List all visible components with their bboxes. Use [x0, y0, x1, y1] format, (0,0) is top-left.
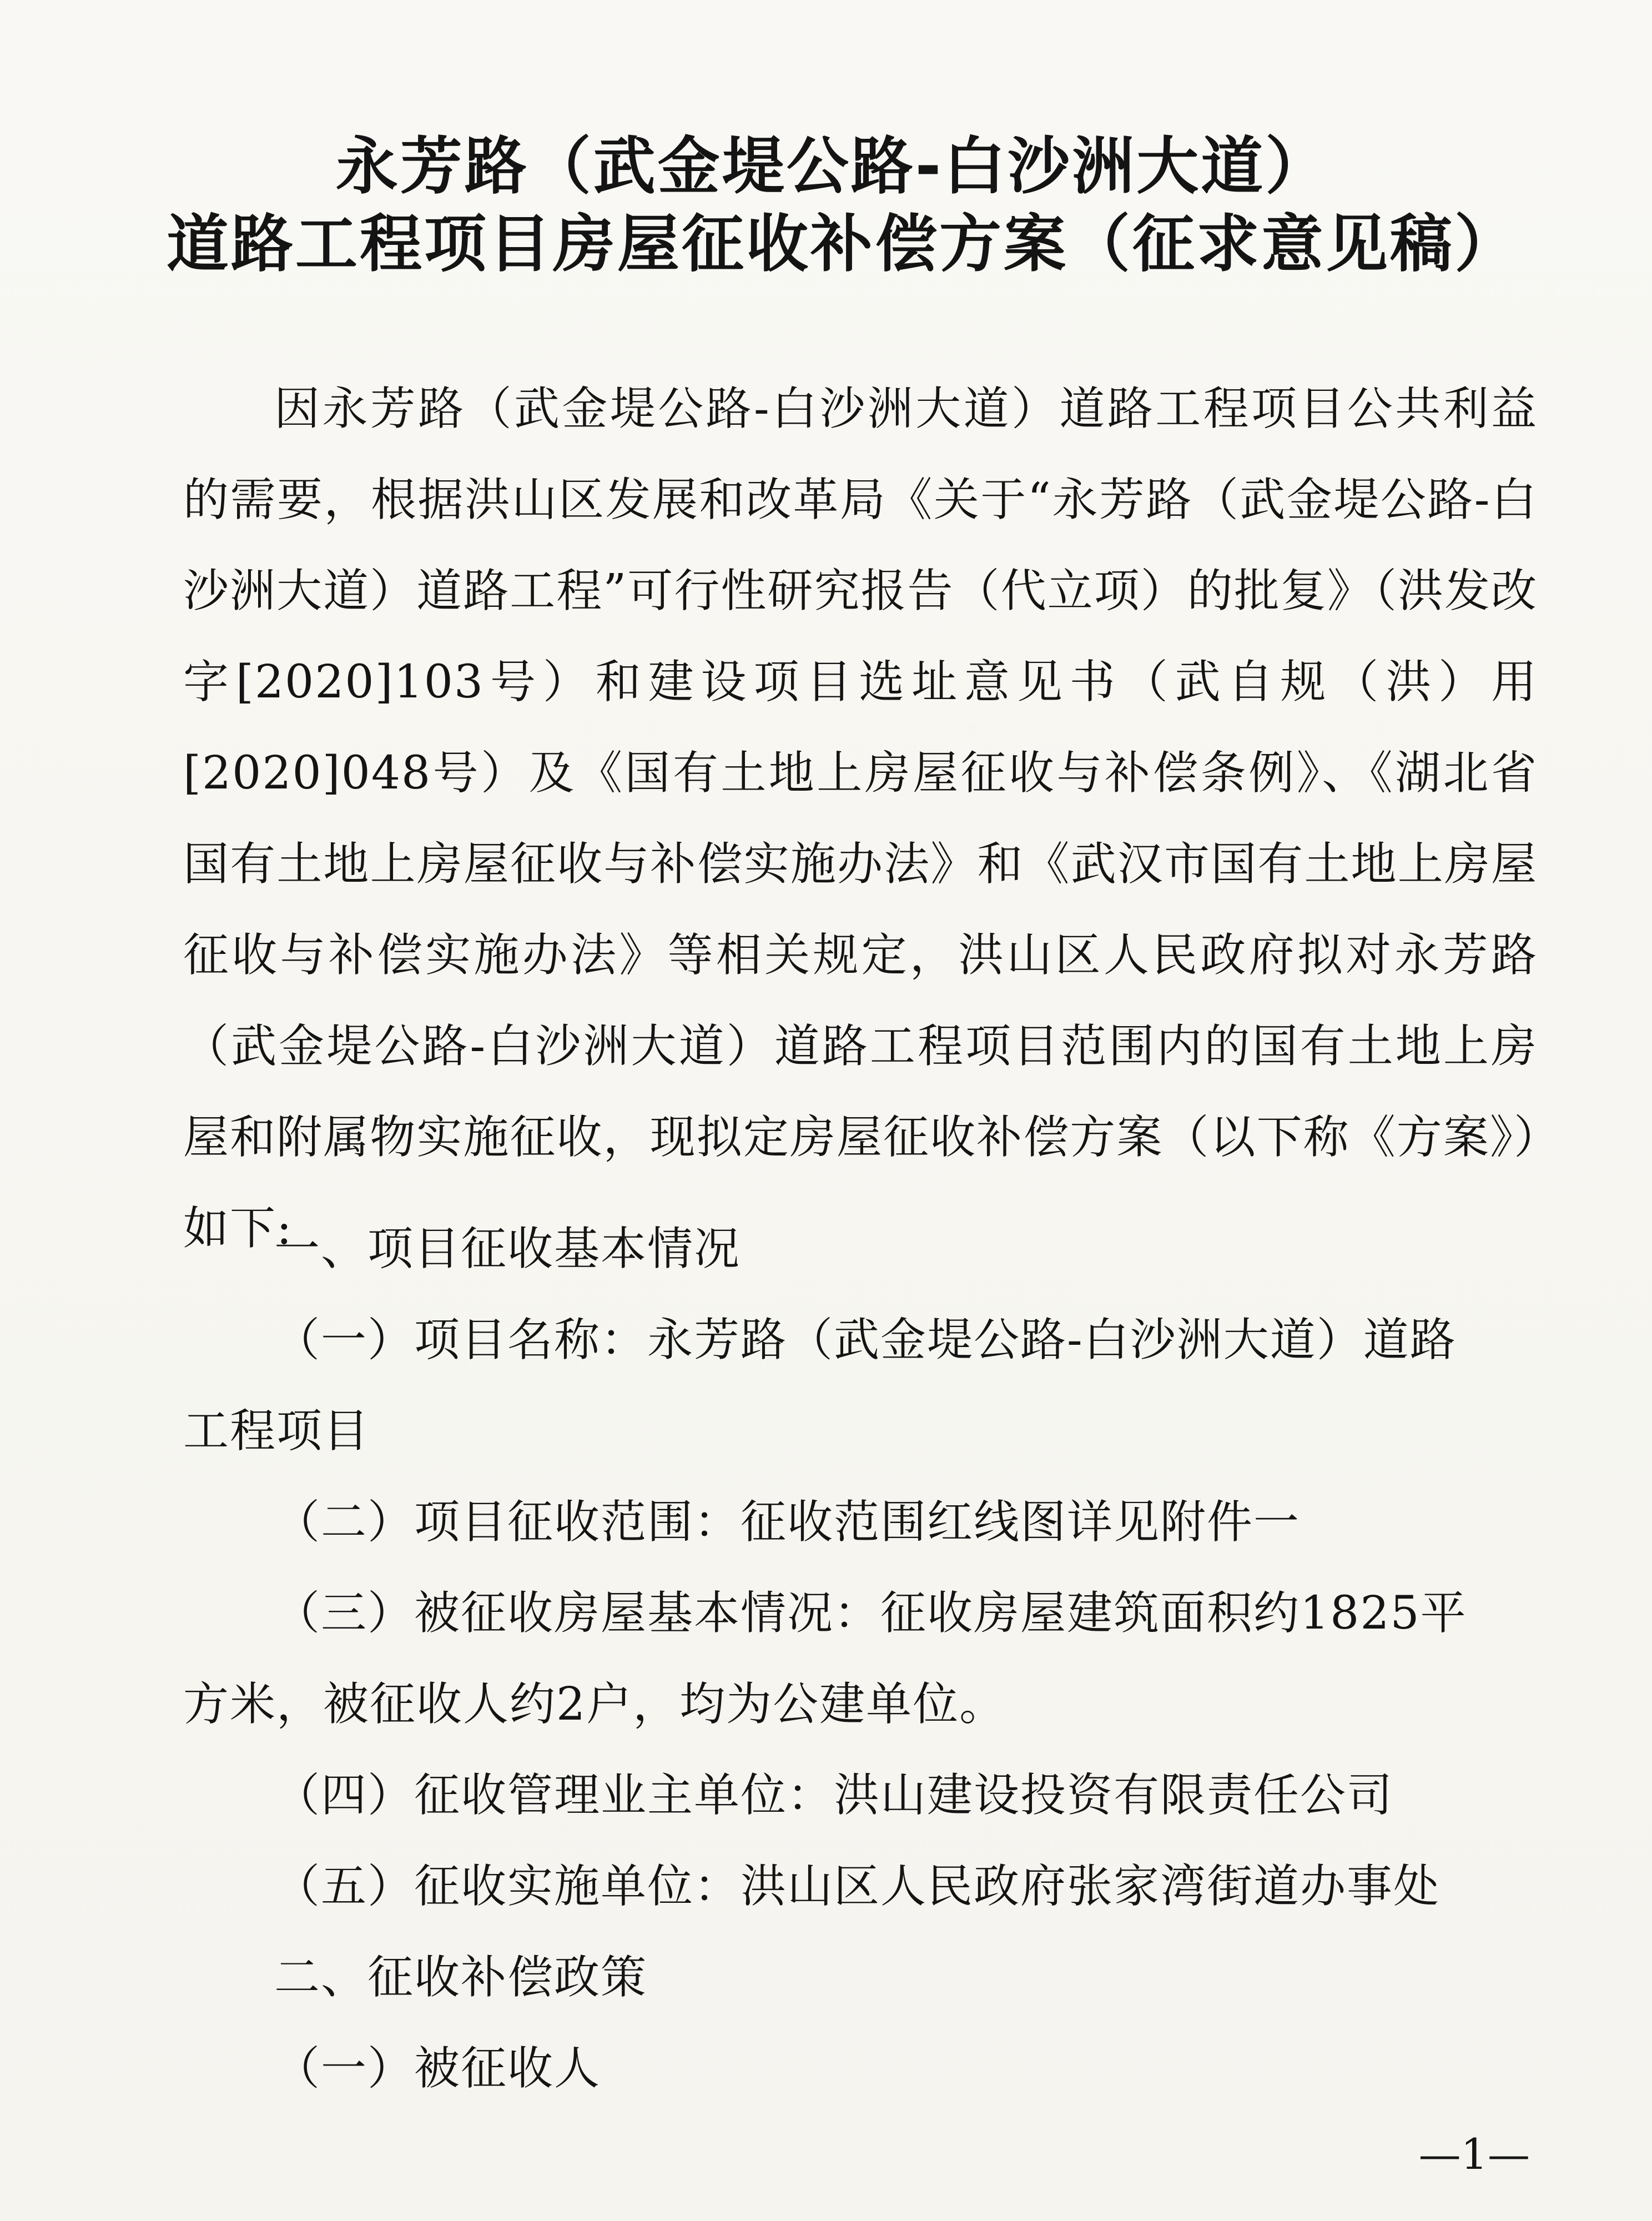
section-1-item-1-continued: 工程项目	[183, 1405, 370, 1458]
section-1-item-1: （一）项目名称：永芳路（武金堤公路-白沙洲大道）道路	[274, 1314, 1457, 1366]
section-1-item-3: （三）被征收房屋基本情况：征收房屋建筑面积约1825平	[274, 1587, 1467, 1640]
section-2-heading: 二、征收补偿政策	[274, 1951, 648, 2004]
section-1-item-2: （二）项目征收范围：征收范围红线图详见附件一	[274, 1496, 1301, 1549]
section-2-subitem-1: （一）被征收人	[274, 2042, 601, 2095]
intro-paragraph: 因永芳路（武金堤公路-白沙洲大道）道路工程项目公共利益的需要，根据洪山区发展和改革局《关于“永芳路（武金堤公路-白沙洲大道）道路工程”可行性研究报告（代立项）的批复》（洪发改字[2020]103号）和建设项目选址意见书（武自规（洪）用[2020]048号）及《国有土地上房屋征收与补偿条例》、《湖北省国有土地上房屋征收与补偿实施办法》和《武汉市国有土地上房屋征收与补偿实施办法》等相关规定，洪山区人民政府拟对永芳路（武金堤公路-白沙洲大道）道路工程项目范围内的国有土地上房屋和附属物实施征收，现拟定房屋征收补偿方案（以下称《方案》）如下:	[183, 383, 1538, 1255]
section-1-item-4: （四）征收管理业主单位：洪山建设投资有限责任公司	[274, 1769, 1394, 1822]
section-1-item-3-continued: 方米，被征收人约2户，均为公建单位。	[183, 1678, 1006, 1731]
section-1-heading: 一、项目征收基本情况	[274, 1223, 741, 1275]
document-title-line-1: 永芳路（武金堤公路-白沙洲大道）	[335, 130, 1330, 203]
page-number: —1—	[1418, 2129, 1530, 2179]
section-1-item-5: （五）征收实施单位：洪山区人民政府张家湾街道办事处	[274, 1860, 1441, 1913]
document-title-line-2: 道路工程项目房屋征收补偿方案（征求意见稿）	[167, 208, 1519, 280]
